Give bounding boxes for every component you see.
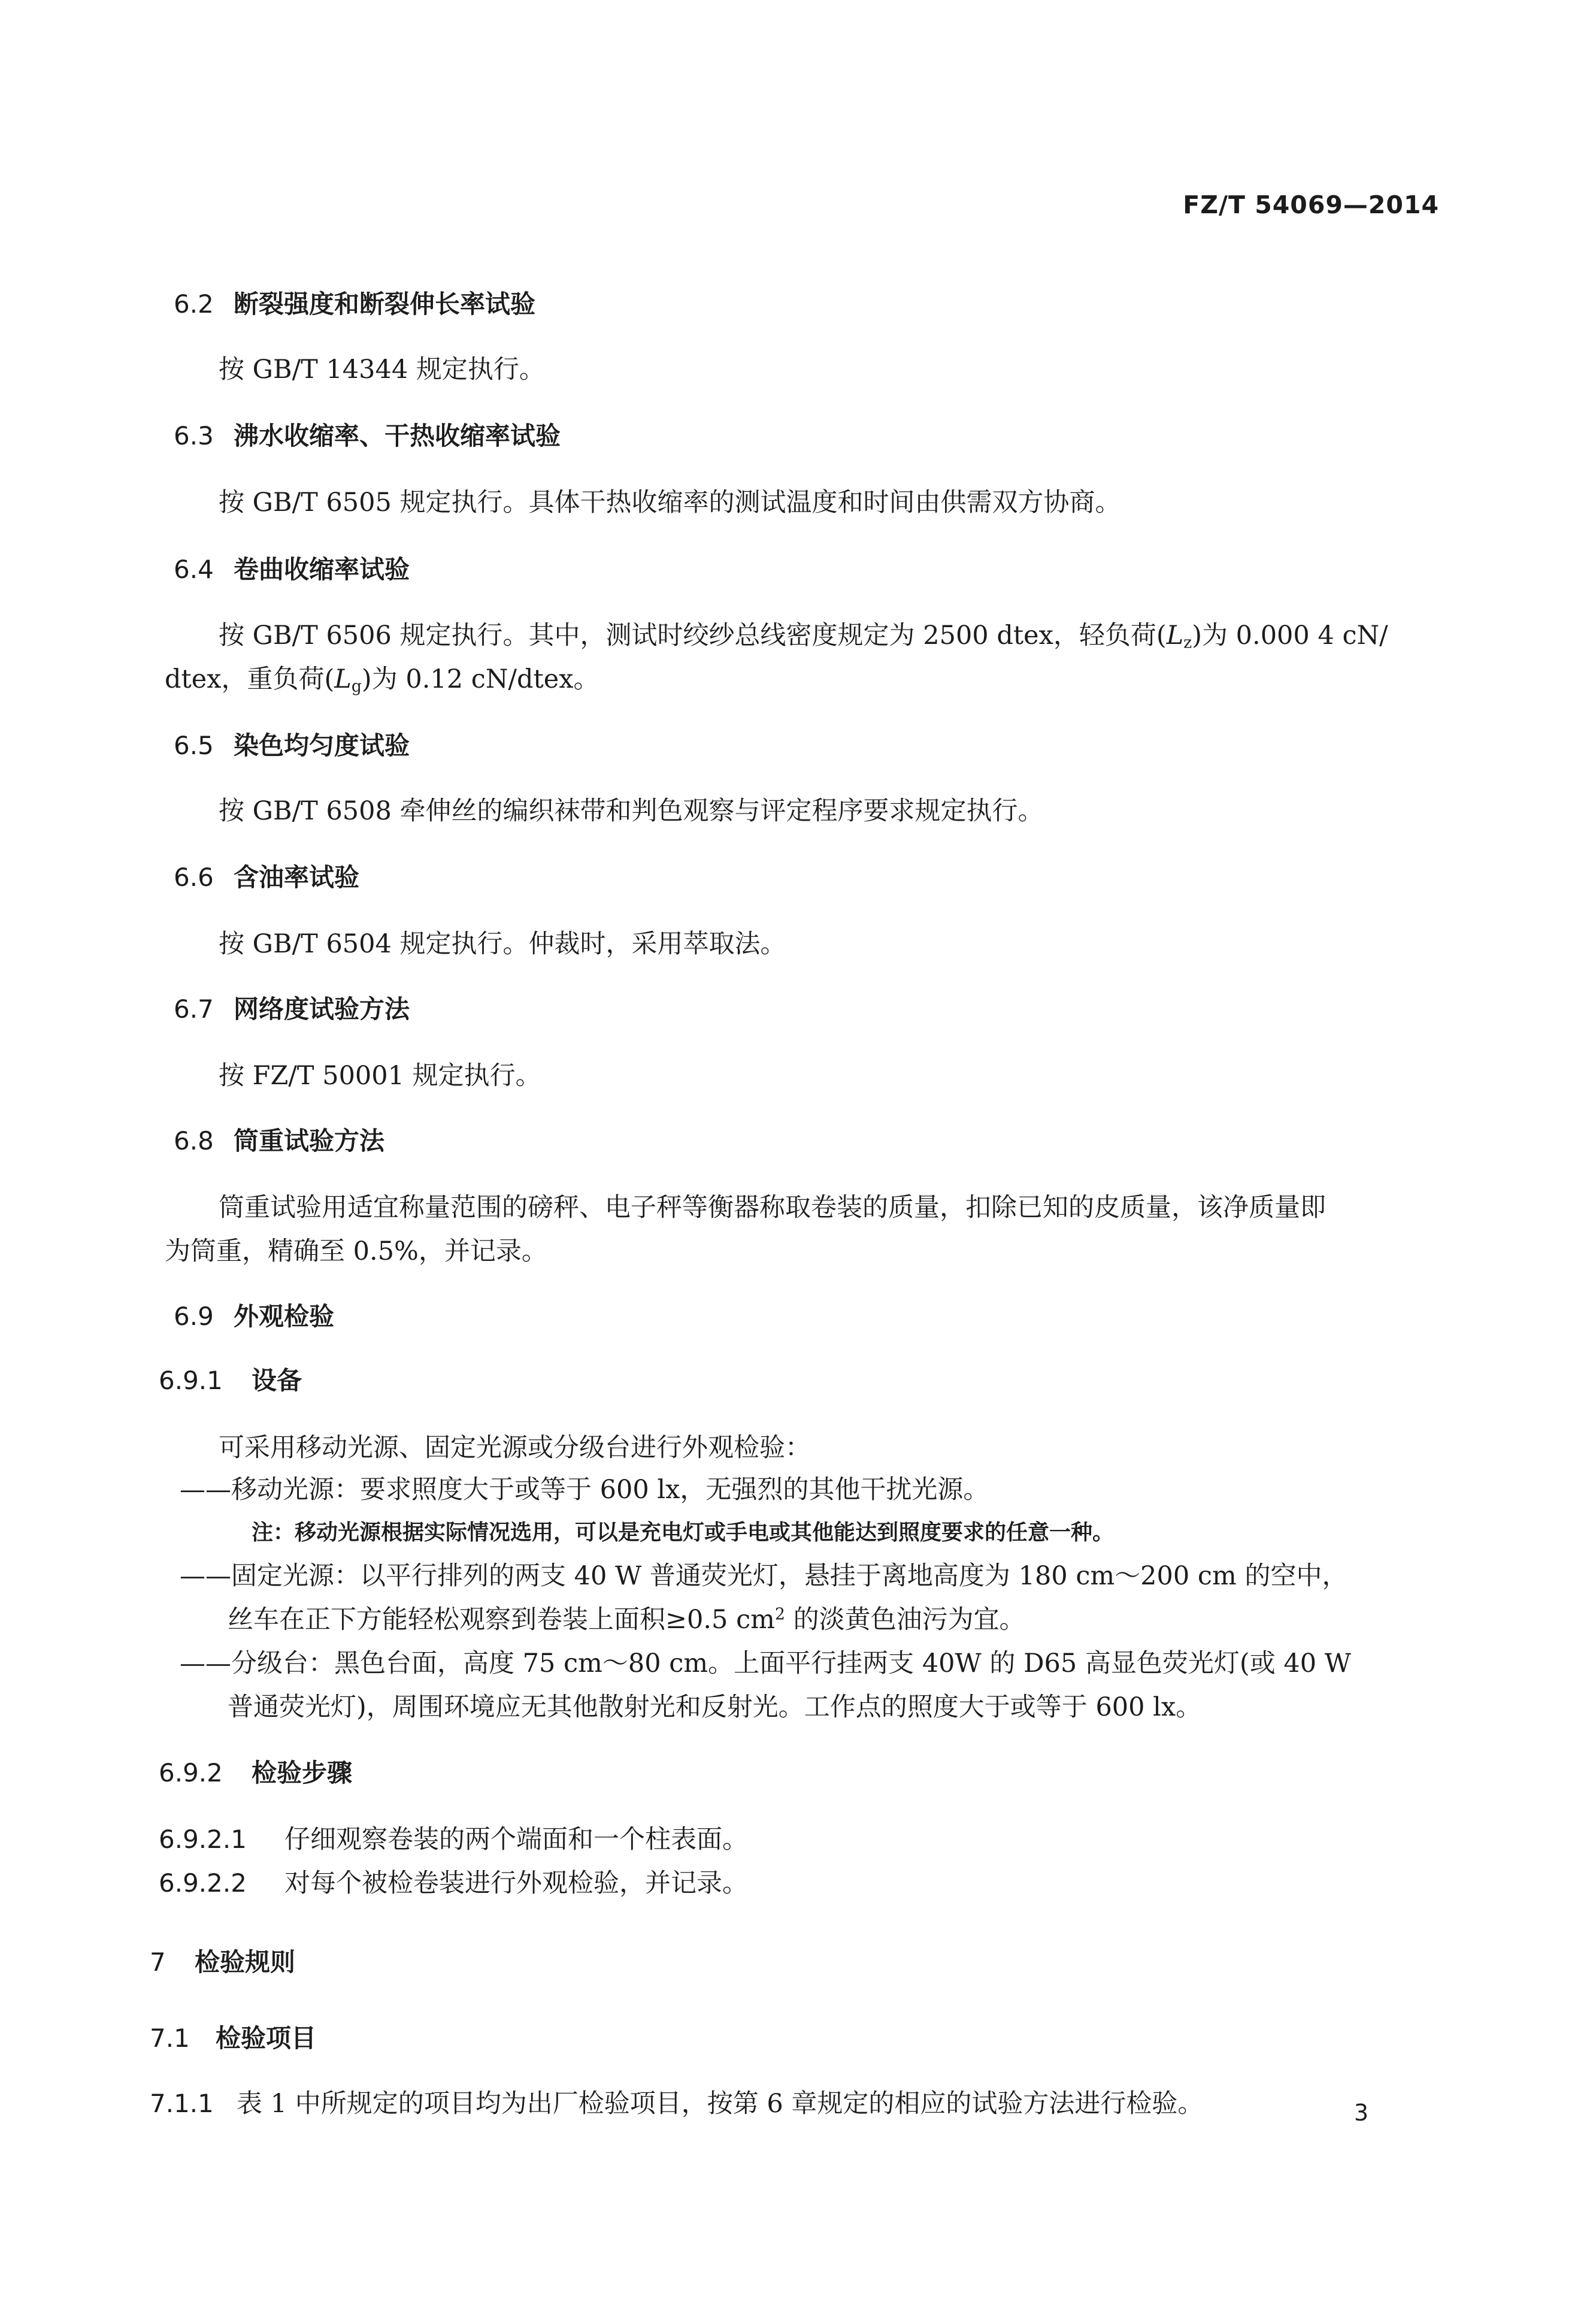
paragraph-6-5: 按 GB/T 6508 牵伸丝的编织袜带和判色观察与评定程序要求规定执行。	[219, 796, 1044, 826]
standard-number: FZ/T 54069—2014	[1183, 190, 1439, 219]
paragraph-6-8-line-1: 筒重试验用适宜称量范围的磅秤、电子秤等衡器称取卷装的质量，扣除已知的皮质量，该净质量即	[219, 1193, 1326, 1223]
paragraph-6-8-line-2: 为筒重，精确至 0.5%，并记录。	[165, 1236, 547, 1266]
equipment-intro: 可采用移动光源、固定光源或分级台进行外观检验：	[219, 1433, 811, 1463]
heading-6-6: 6.6 含油率试验	[174, 863, 360, 892]
page-number: 3	[1353, 2100, 1368, 2126]
paragraph-6-2: 按 GB/T 14344 规定执行。	[219, 355, 545, 385]
paragraph-6-4-line-1: 按 GB/T 6506 规定执行。其中，测试时绞纱总线密度规定为 2500 dtex，轻负荷$(L_z)$为 0.000 4 cN/	[219, 621, 1388, 652]
equipment-note: 注：移动光源根据实际情况选用，可以是充电灯或手电或其他能达到照度要求的任意一种。	[252, 1520, 1115, 1545]
paragraph-6-7: 按 FZ/T 50001 规定执行。	[219, 1061, 541, 1091]
heading-6-2: 6.2 断裂强度和断裂伸长率试验	[174, 289, 536, 319]
step-6-9-2-1: 6.9.2.1 仔细观察卷装的两个端面和一个柱表面。	[159, 1825, 748, 1855]
equipment-item-fixed-light-line-1: ——固定光源：以平行排列的两支 40 W 普通荧光灯，悬挂于离地高度为 180 cm～200 cm 的空中，	[180, 1561, 1348, 1591]
equipment-item-fixed-light-line-2: 丝车在正下方能轻松观察到卷装上面积≥0.5 $cm^2$ 的淡黄色油污为宜。	[228, 1605, 1025, 1635]
heading-6-9-1: 6.9.1 设备	[159, 1366, 302, 1395]
heading-6-9-2: 6.9.2 检验步骤	[159, 1758, 353, 1787]
equipment-item-grading-table-line-1: ——分级台：黑色台面，高度 75 cm～80 cm。上面平行挂两支 40W 的 D65 高显色荧光灯(或 40 W	[180, 1648, 1351, 1678]
heading-6-4: 6.4 卷曲收缩率试验	[174, 555, 410, 584]
step-6-9-2-2: 6.9.2.2 对每个被检卷装进行外观检验，并记录。	[159, 1868, 748, 1898]
paragraph-6-3: 按 GB/T 6505 规定执行。具体干热收缩率的测试温度和时间由供需双方协商。	[219, 488, 1121, 518]
heading-6-5: 6.5 染色均匀度试验	[174, 731, 410, 760]
heading-7-1: 7.1 检验项目	[150, 2023, 317, 2053]
paragraph-6-4-line-2: dtex，重负荷$(L_g)$为 0.12 cN/dtex。	[165, 664, 599, 696]
heading-7: 7 检验规则	[150, 1947, 296, 1977]
equipment-item-grading-table-line-2: 普通荧光灯)，周围环境应无其他散射光和反射光。工作点的照度大于或等于 600 lx。	[228, 1692, 1202, 1722]
paragraph-6-6: 按 GB/T 6504 规定执行。仲裁时，采用萃取法。	[219, 929, 786, 959]
heading-6-3: 6.3 沸水收缩率、干热收缩率试验	[174, 421, 561, 450]
heading-6-9: 6.9 外观检验	[174, 1302, 335, 1331]
heading-6-7: 6.7 网络度试验方法	[174, 994, 410, 1024]
equipment-item-mobile-light: ——移动光源：要求照度大于或等于 600 lx，无强烈的其他干扰光源。	[180, 1475, 989, 1505]
heading-6-8: 6.8 筒重试验方法	[174, 1126, 385, 1156]
paragraph-7-1-1: 7.1.1 表 1 中所规定的项目均为出厂检验项目，按第 6 章规定的相应的试验方法进行检验。	[150, 2089, 1204, 2119]
